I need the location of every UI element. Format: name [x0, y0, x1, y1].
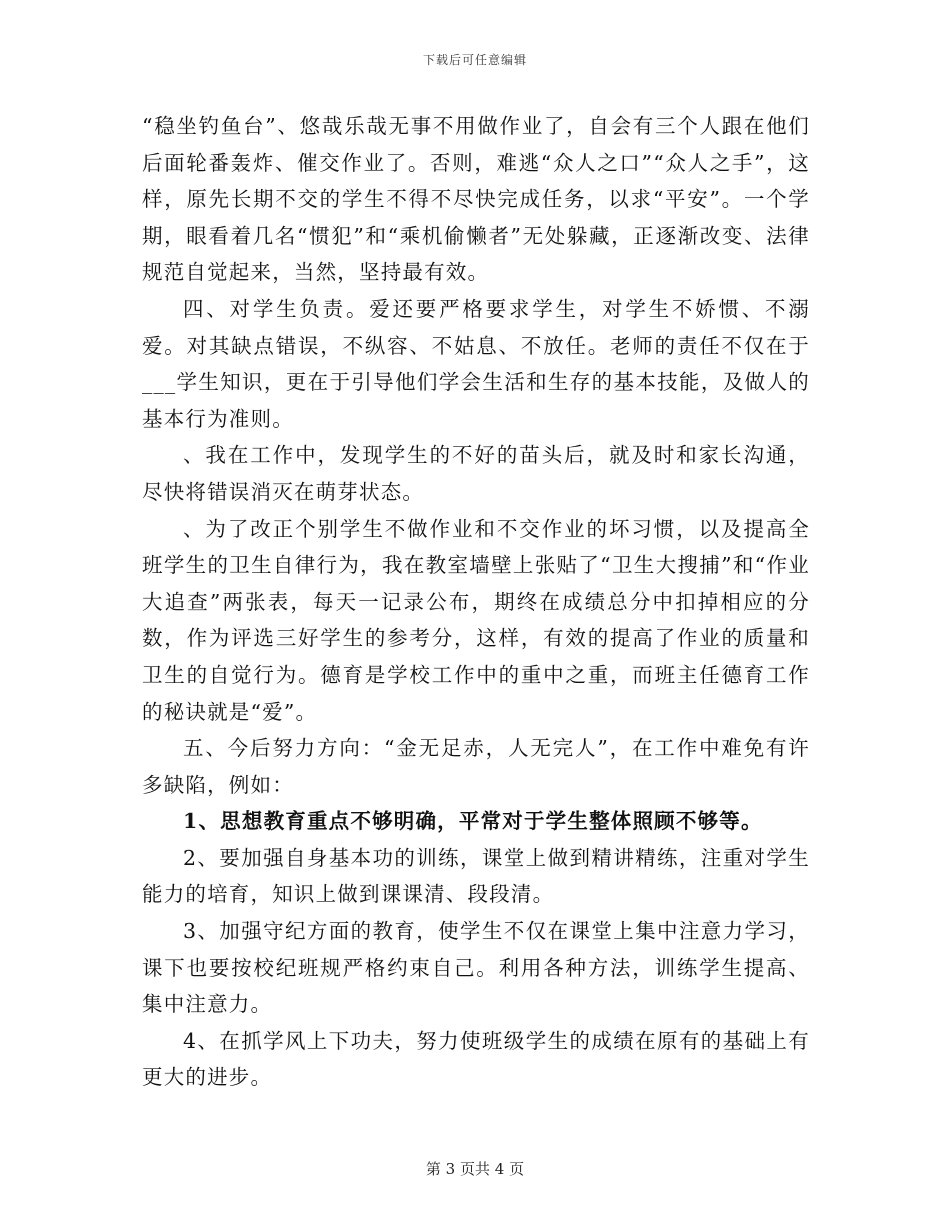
paragraph-8: 3、加强守纪方面的教育，使学生不仅在课堂上集中注意力学习，课下也要按校纪班规严格约束自己。利用各种方法，训练学生提高、集中注意力。 [142, 919, 810, 1017]
paragraph-7: 2、要加强自身基本功的训练，课堂上做到精讲精练，注重对学生能力的培育，知识上做到课课清、段段清。 [142, 845, 810, 907]
page-header: 下载后可任意编辑 [422, 53, 527, 67]
paragraph-4: 、为了改正个别学生不做作业和不交作业的坏习惯，以及提高全班学生的卫生自律行为，我在教室墙壁上张贴了“卫生大搜捕”和“作业大追查”两张表，每天一记录公布，期终在成绩总分中扣掉相应的分数，作为评选三好学生的参考分，这样，有效的提高了作业的质量和卫生的自觉行为。德育是学校工作中的重中之重，而班主任德育工作的秘诀就是“爱”。 [142, 516, 810, 724]
paragraph-3: 、我在工作中，发现学生的不好的苗头后，就及时和家长沟通，尽快将错误消灭在萌芽状态。 [142, 443, 810, 504]
paragraph-1: “稳坐钓鱼台”、悠哉乐哉无事不用做作业了，自会有三个人跟在他们后面轮番轰炸、催交作业了。否则，难逃“众人之口”“众人之手”，这样，原先长期不交的学生不得不尽快完成任务，以求“平安”。一个学期，眼看着几名“惯犯”和“乘机偷懒者”无处躲藏，正逐渐改变、法律规范自觉起来，当然，坚持最有效。 [142, 114, 810, 285]
page-footer: 第 3 页共 4 页 [425, 1160, 525, 1178]
paragraph-5: 五、今后努力方向：“金无足赤，人无完人”，在工作中难免有许多缺陷，例如： [142, 736, 810, 797]
paragraph-9: 4、在抓学风上下功夫，努力使班级学生的成绩在原有的基础上有更大的进步。 [142, 1028, 810, 1090]
paragraph-6: 1、思想教育重点不够明确，平常对于学生整体照顾不够等。 [183, 809, 763, 834]
paragraph-2: 四、对学生负责。爱还要严格要求学生，对学生不娇惯、不溺爱。对其缺点错误，不纵容、不姑息、不放任。老师的责任不仅在于___学生知识，更在于引导他们学会生活和生存的基本技能，及做人的基本行为准则。 [142, 296, 810, 431]
document-body [142, 108, 810, 1096]
